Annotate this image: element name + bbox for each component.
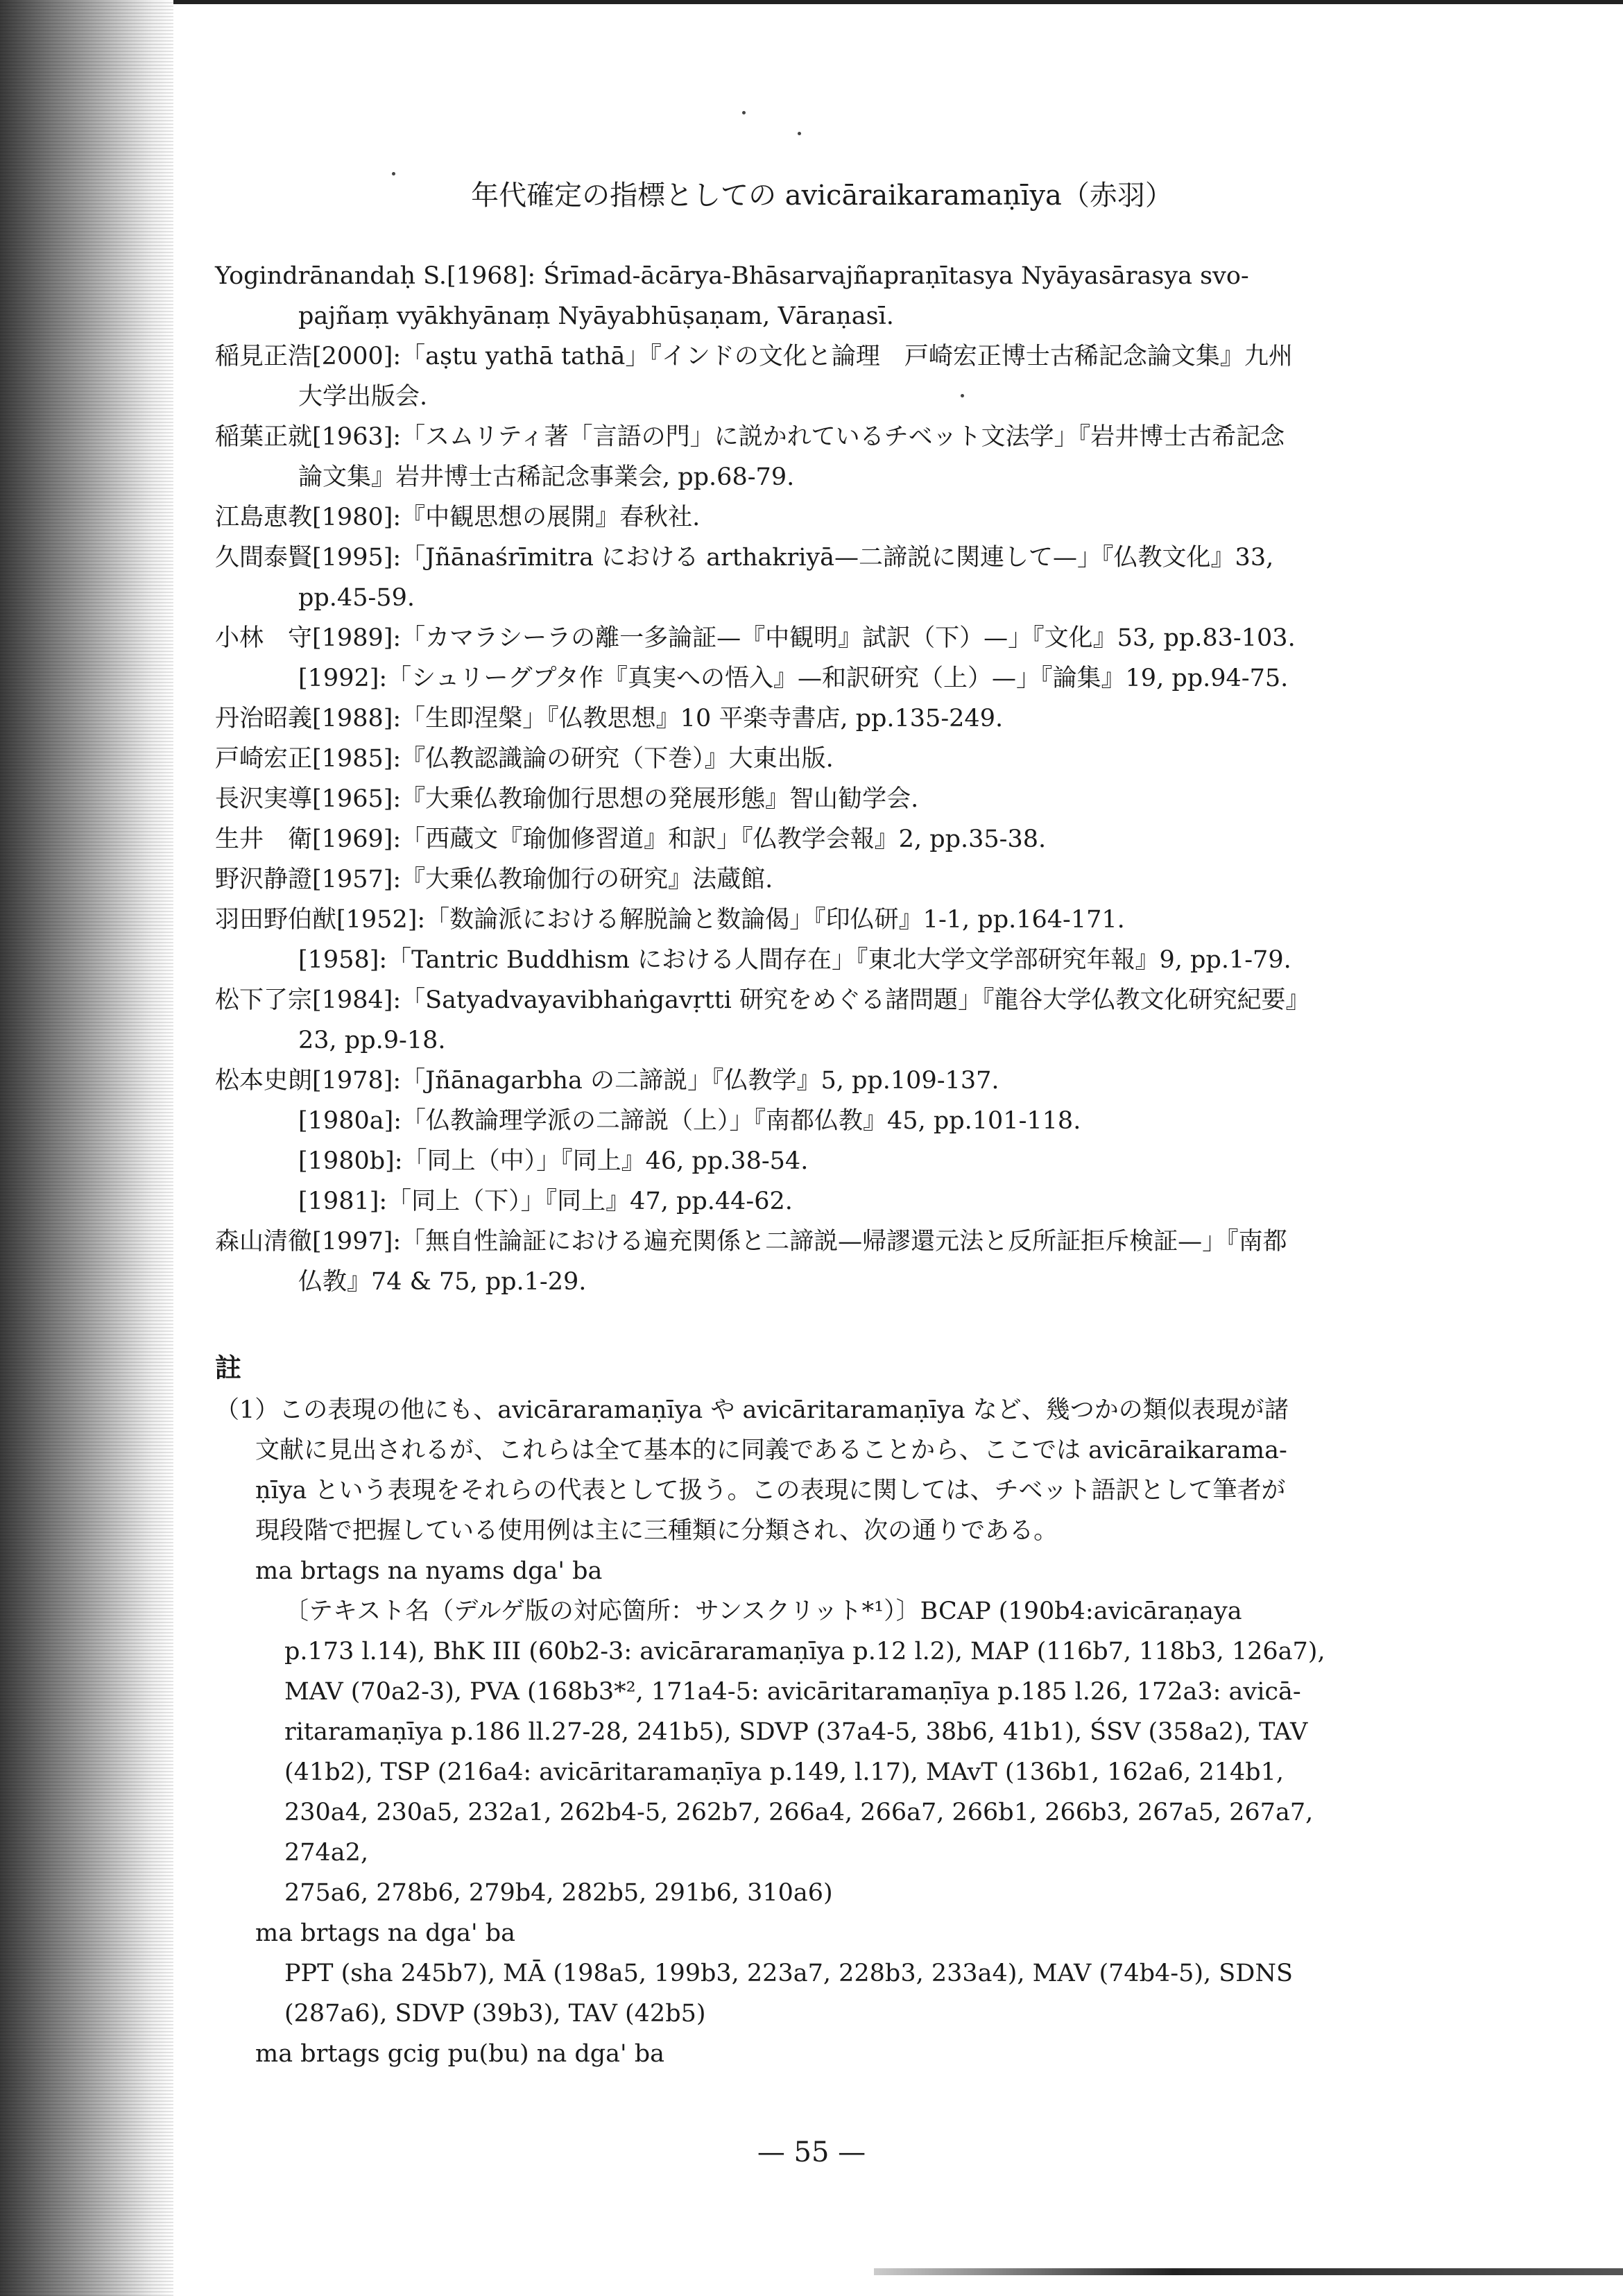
scan-top-border: [0, 0, 1623, 4]
citation-line: (287a6), SDVP (39b3), TAV (42b5): [284, 2000, 706, 2028]
note-text-line: ṇīya という表現をそれらの代表として扱う。この表現に関しては、チベット語訳として筆者が: [255, 1477, 1286, 1505]
notes-heading: 註: [215, 1352, 242, 1383]
reference-entry: 戸崎宏正[1985]:『仏教認識論の研究（下巻）』大東出版.: [215, 745, 834, 773]
reference-entry: 稲葉正就[1963]:「スムリティ著「言語の門」に説かれているチベット文法学」『岩井博士古希記念: [215, 423, 1285, 451]
running-head: 年代確定の指標としての avicāraikaramaṇīya（赤羽）: [471, 180, 1173, 212]
reference-entry: [1980b]:「同上（中）」『同上』46, pp.38-54.: [298, 1147, 809, 1175]
reference-entry: 森山清徹[1997]:「無自性論証における遍充関係と二諦説—帰謬還元法と反所証拒斥検証—」『南都: [215, 1228, 1287, 1256]
reference-entry: 松本史朗[1978]:「Jñānagarbha の二諦説」『仏教学』5, pp.109-137.: [215, 1067, 999, 1095]
note-1: [215, 1390, 1366, 2074]
note-text-line: （1）この表現の他にも、avicāraramaṇīya や avicāritaramaṇīya など、幾つかの類似表現が諸: [215, 1396, 1289, 1424]
tibetan-phrase: ma brtags na nyams dga' ba: [255, 1557, 603, 1585]
reference-entry: 稲見正浩[2000]:「aṣtu yathā tathā」『インドの文化と論理 戸崎宏正博士古稀記念論文集』九州: [215, 343, 1293, 370]
reference-entry: [1981]:「同上（下）」『同上』47, pp.44-62.: [298, 1188, 793, 1215]
citation-line: 〔テキスト名（デルゲ版の対応箇所：サンスクリット*¹）〕BCAP (190b4:avicāraṇaya: [284, 1597, 1242, 1625]
tibetan-phrase: ma brtags gcig pu(bu) na dga' ba: [255, 2040, 665, 2068]
reference-entry: 生井 衛[1969]:「西蔵文『瑜伽修習道』和訳」『仏教学会報』2, pp.35-38.: [215, 825, 1047, 853]
scan-binding-shadow: [0, 0, 173, 2296]
tibetan-phrase: ma brtags na dga' ba: [255, 1919, 515, 1947]
reference-entry: Yogindrānandaḥ S.[1968]: Śrīmad-ācārya-Bhāsarvajñapraṇītasya Nyāyasārasya svo-: [215, 262, 1249, 290]
reference-entry: 江島恵教[1980]:『中観思想の展開』春秋社.: [215, 504, 701, 531]
reference-entry: 小林 守[1989]:「カマラシーラの離一多論証—『中観明』試訳（下）—」『文化』53, pp.83-103.: [215, 624, 1296, 652]
reference-entry-continuation: 仏教』74 & 75, pp.1-29.: [298, 1268, 587, 1296]
reference-entry: 野沢静證[1957]:『大乗仏教瑜伽行の研究』法蔵館.: [215, 866, 773, 893]
references-list: [215, 256, 1366, 1302]
reference-entry-continuation: 大学出版会.: [298, 383, 428, 411]
reference-entry: [1980a]:「仏教論理学派の二諦説（上）」『南都仏教』45, pp.101-118.: [298, 1107, 1081, 1135]
citation-line: (41b2), TSP (216a4: avicāritaramaṇīya p.149, l.17), MAvT (136b1, 162a6, 214b1,: [284, 1758, 1285, 1786]
citation-line: 275a6, 278b6, 279b4, 282b5, 291b6, 310a6): [284, 1879, 833, 1907]
citation-line: 230a4, 230a5, 232a1, 262b4-5, 262b7, 266a4, 266a7, 266b1, 266b3, 267a5, 267a7, 274a2,: [284, 1799, 1314, 1867]
page-body: [215, 173, 1366, 2074]
page-number: — 55 —: [757, 2136, 866, 2168]
citation-line: ritaramaṇīya p.186 ll.27-28, 241b5), SDVP (37a4-5, 38b6, 41b1), ŚSV (358a2), TAV: [284, 1718, 1308, 1746]
note-text-line: 文献に見出されるが、これらは全て基本的に同義であることから、ここでは avicāraikarama-: [255, 1437, 1287, 1464]
scan-bottom-rule: [874, 2268, 1623, 2275]
reference-entry: 羽田野伯猷[1952]:「数論派における解脱論と数論偈」『印仏研』1-1, pp.164-171.: [215, 906, 1125, 934]
reference-entry: 長沢実導[1965]:『大乗仏教瑜伽行思想の発展形態』智山勧学会.: [215, 785, 919, 813]
reference-entry-continuation: 23, pp.9-18.: [298, 1027, 446, 1054]
reference-entry: 丹治昭義[1988]:「生即涅槃」『仏教思想』10 平楽寺書店, pp.135-249.: [215, 705, 1004, 733]
note-text-line: 現段階で把握している使用例は主に三種類に分類され、次の通りである。: [255, 1517, 1058, 1545]
reference-entry: [1958]:「Tantric Buddhism における人間存在」『東北大学文学部研究年報』9, pp.1-79.: [298, 946, 1291, 974]
reference-entry: 久間泰賢[1995]:「Jñānaśrīmitra における arthakriyā—二諦説に関連して—」『仏教文化』33,: [215, 544, 1274, 572]
citation-line: p.173 l.14), BhK III (60b2-3: avicāraramaṇīya p.12 l.2), MAP (116b7, 118b3, 126a7),: [284, 1638, 1325, 1665]
reference-entry-continuation: 論文集』岩井博士古稀記念事業会, pp.68-79.: [298, 463, 795, 491]
reference-entry-continuation: pajñaṃ vyākhyānaṃ Nyāyabhūṣaṇam, Vāraṇasī.: [298, 302, 894, 330]
citation-line: PPT (sha 245b7), MĀ (198a5, 199b3, 223a7, 228b3, 233a4), MAV (74b4-5), SDNS: [284, 1960, 1293, 1987]
reference-entry: 松下了宗[1984]:「Satyadvayavibhaṅgavṛtti 研究をめぐる諸問題」『龍谷大学仏教文化研究紀要』: [215, 986, 1310, 1014]
reference-entry-continuation: pp.45-59.: [298, 584, 415, 612]
citation-line: MAV (70a2-3), PVA (168b3*², 171a4-5: avicāritaramaṇīya p.185 l.26, 172a3: avicā-: [284, 1678, 1301, 1706]
reference-entry: [1992]:「シュリーグプタ作『真実への悟入』—和訳研究（上）—」『論集』19, pp.94-75.: [298, 665, 1289, 692]
